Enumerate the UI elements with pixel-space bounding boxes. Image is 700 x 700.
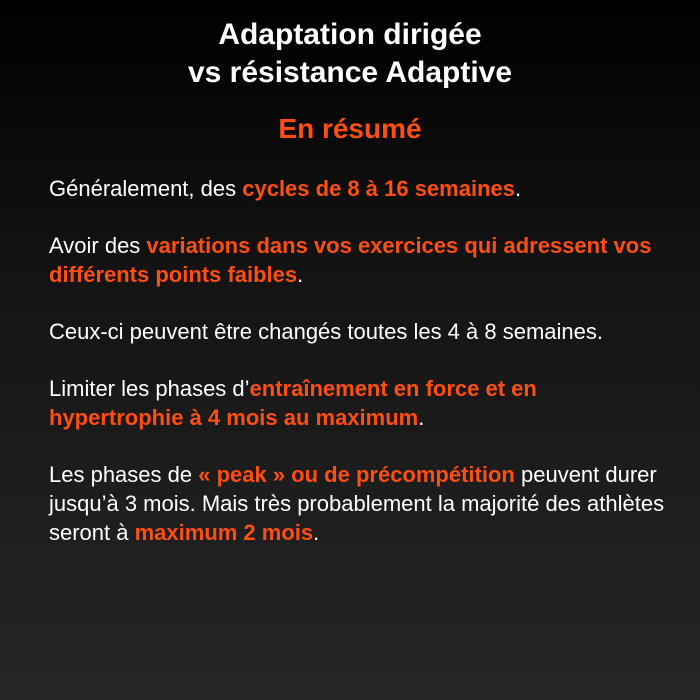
paragraph-cycles <box>49 174 669 203</box>
paragraph-text: . <box>418 405 425 430</box>
summary-body <box>49 174 669 575</box>
highlight-text: maximum 2 mois <box>134 520 314 545</box>
paragraph-variations <box>49 231 669 289</box>
paragraph-text: . <box>313 520 320 545</box>
title-line-2: vs résistance Adaptive <box>187 56 513 89</box>
slide-title <box>0 16 700 92</box>
highlight-text: entraînement en force et en hypertrophie à 4 mois au maximum <box>49 376 537 430</box>
paragraph-text: . <box>297 262 304 287</box>
highlight-text: variations dans vos exercices qui adressent vos différents points faibles <box>49 233 652 287</box>
paragraph-changes <box>49 317 669 346</box>
paragraph-text: Généralement, des <box>49 176 243 201</box>
highlight-text: « peak » ou de précompétition <box>198 462 515 487</box>
section-heading: En résumé <box>278 113 422 144</box>
paragraph-text: . <box>515 176 522 201</box>
paragraph-text: Les phases de <box>49 462 199 487</box>
paragraph-text: Avoir des <box>49 233 147 258</box>
paragraph-peak <box>49 460 669 547</box>
paragraph-phases-limit <box>49 374 669 432</box>
title-line-1: Adaptation dirigée <box>218 18 482 51</box>
highlight-text: cycles de 8 à 16 semaines <box>242 176 515 201</box>
paragraph-text: peuvent durer jusqu’à 3 mois. Mais très probablement la majorité des athlètes seront à <box>49 462 665 545</box>
paragraph-text: Ceux-ci peuvent être changés toutes les 4 à 8 semaines. <box>49 319 603 344</box>
paragraph-text: Limiter les phases d’ <box>49 376 250 401</box>
